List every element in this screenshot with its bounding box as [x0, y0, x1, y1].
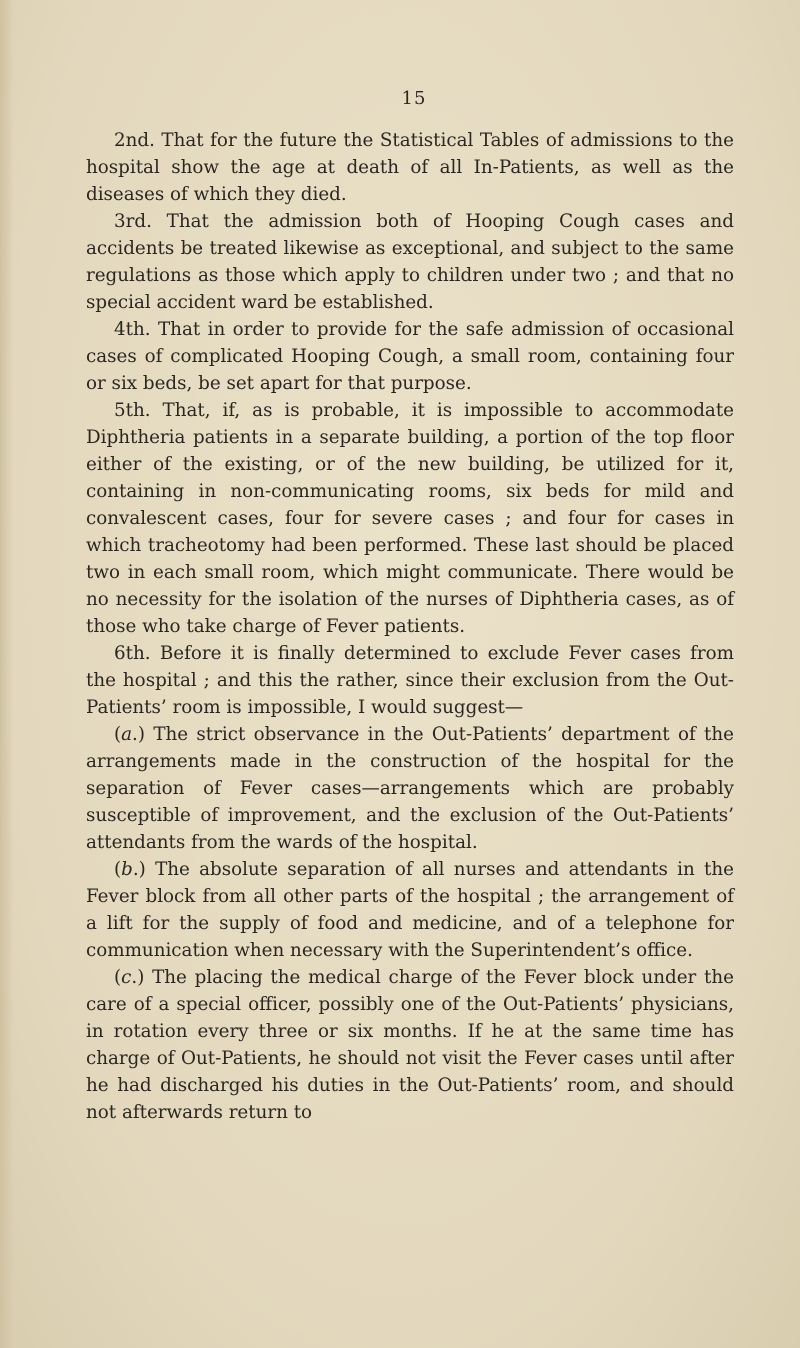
page-spine-shadow	[0, 0, 14, 1348]
paragraph-text: 3rd. That the admission both of Hooping Cough cases and accidents be treated likewise as exceptional, and subject to the same regulations as those which apply to children under two ; and that no special accident ward be established.	[86, 211, 734, 313]
paragraph-4th	[86, 316, 734, 397]
paragraph-label: b	[121, 859, 133, 880]
paragraph-text: The strict observance in the Out-Patients’ department of the arrangements made in the construction of the hospital for the separation of Fever cases—arrangements which are probably susceptible of improvement, and the exclusion of the Out-Patients’ attendants from the wards of the hospital.	[86, 724, 734, 853]
paragraph-text: 6th. Before it is finally determined to exclude Fever cases from the hospital ; and this the rather, since their exclusion from the Out-Patients’ room is impossible, I would suggest—	[86, 643, 734, 718]
paragraph-text: 5th. That, if, as is probable, it is impossible to accommodate Diphtheria patients in a separate building, a portion of the top floor either of the existing, or of the new building, be utilized for it, containing in non-communicating rooms, six beds for mild and convalescent cases, four for severe cases ; and four for cases in which tracheotomy had been performed. These last should be placed two in each small room, which might communicate. There would be no necessity for the isolation of the nurses of Diphtheria cases, as of those who take charge of Fever patients.	[86, 400, 734, 637]
body-text	[86, 127, 734, 1126]
paragraph-label: a	[121, 724, 133, 745]
paragraph-3rd	[86, 208, 734, 316]
paragraph-text: The placing the medical charge of the Fever block under the care of a special officer, possibly one of the Out-Patients’ physicians, in rotation every three or six months. If he at the same time has charge of Out-Patients, he should not visit the Fever cases until after he had discharged his duties in the Out-Patients’ room, and should not afterwards return to	[86, 967, 734, 1123]
paragraph-text: 4th. That in order to provide for the safe admission of occasional cases of complicated Hooping Cough, a small room, containing four or six beds, be set apart for that purpose.	[86, 319, 734, 394]
paragraph-c: (c.) The placing the medical charge of the Fever block under the care of a special officer, possibly one of the Out-Patients’ physicians, in rotation every three or six months. If he at the same time has charge of Out-Patients, he should not visit the Fever cases until after he had discharged his duties in the Out-Patients’ room, and should not afterwards return to	[86, 967, 734, 1123]
page-number: 15	[401, 88, 427, 109]
paragraph-label: c	[121, 967, 132, 988]
paragraph-a: (a.) The strict observance in the Out-Patients’ department of the arrangements made in the construction of the hospital for the separation of Fever cases—arrangements which are probably susceptible of improvement, and the exclusion of the Out-Patients’ attendants from the wards of the hospital.	[86, 724, 734, 853]
paragraph-6th	[86, 640, 734, 721]
paragraph-text: 2nd. That for the future the Statistical Tables of admissions to the hospital show the age at death of all In-Patients, as well as the diseases of which they died.	[86, 130, 734, 205]
paragraph-b: (b.) The absolute separation of all nurses and attendants in the Fever block from all other parts of the hospital ; the arrangement of a lift for the supply of food and medicine, and of a telephone for communication when necessary with the Superintendent’s office.	[86, 859, 735, 961]
paragraph-5th	[86, 397, 734, 640]
paragraph-2nd	[86, 127, 734, 208]
paragraph-text: The absolute separation of all nurses and attendants in the Fever block from all other parts of the hospital ; the arrangement of a lift for the supply of food and medicine, and of a telephone for communication when necessary with the Superintendent’s office.	[86, 859, 735, 961]
